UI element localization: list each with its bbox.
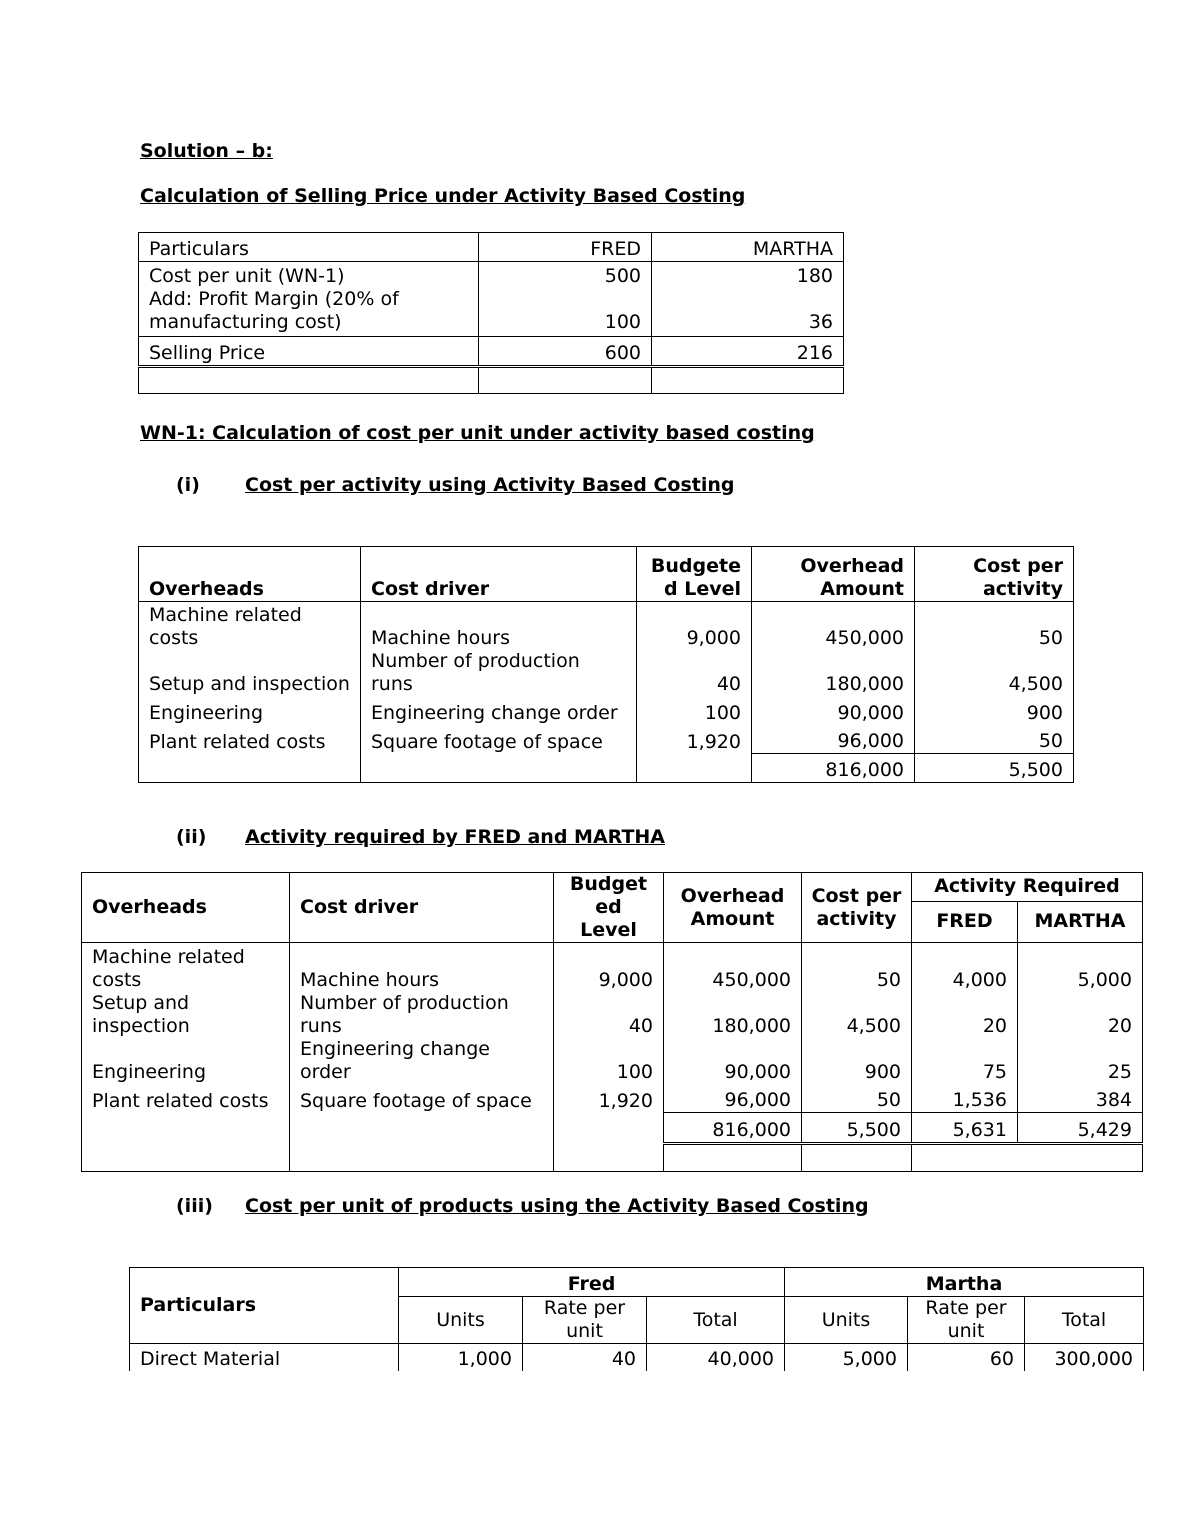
driver-cell: Engineering change order bbox=[361, 696, 637, 725]
table-row bbox=[82, 992, 1143, 1038]
total-fred-activity: 5,631 bbox=[912, 1113, 1018, 1144]
cost-per-activity-table bbox=[138, 546, 1074, 783]
amount-cell: 450,000 bbox=[752, 602, 915, 650]
header-fred-total: Total bbox=[647, 1297, 785, 1344]
table-row bbox=[139, 754, 1074, 783]
driver-cell: Engineering change order bbox=[290, 1038, 554, 1084]
rate-cell: 4,500 bbox=[915, 650, 1074, 696]
martha-profit: 36 bbox=[808, 311, 833, 333]
particulars-cell: Direct Material bbox=[130, 1344, 399, 1371]
rate-cell: 50 bbox=[802, 943, 912, 992]
header-budgeted-level: Budget ed Level bbox=[554, 873, 664, 943]
driver-cell: Machine hours bbox=[290, 943, 554, 992]
overhead-cell: Engineering bbox=[82, 1038, 290, 1084]
cost-profit-labels bbox=[139, 262, 479, 337]
header-fred-rate: Rate per unit bbox=[523, 1297, 647, 1344]
fred-activity-cell: 20 bbox=[912, 992, 1018, 1038]
table-row bbox=[82, 1084, 1143, 1113]
header-martha: MARTHA bbox=[1018, 901, 1143, 942]
header-martha-total: Total bbox=[1025, 1297, 1144, 1344]
driver-cell: Machine hours bbox=[361, 602, 637, 650]
overhead-cell: Engineering bbox=[139, 696, 361, 725]
fred-profit: 100 bbox=[604, 311, 641, 333]
header-fred: FRED bbox=[912, 901, 1018, 942]
header-martha-units: Units bbox=[785, 1297, 908, 1344]
header-particulars: Particulars bbox=[139, 233, 479, 262]
overhead-cell: Machine related costs bbox=[139, 602, 361, 650]
rate-cell: 900 bbox=[802, 1038, 912, 1084]
amount-cell: 96,000 bbox=[752, 725, 915, 754]
martha-activity-cell: 5,000 bbox=[1018, 943, 1143, 992]
header-particulars: Particulars bbox=[130, 1268, 399, 1344]
table-row bbox=[82, 943, 1143, 992]
budget-cell: 1,920 bbox=[637, 725, 752, 754]
budget-cell: 100 bbox=[554, 1038, 664, 1084]
budget-cell: 40 bbox=[637, 650, 752, 696]
martha-cost: 180 bbox=[796, 265, 833, 287]
fred-activity-cell: 1,536 bbox=[912, 1084, 1018, 1113]
rate-cell: 50 bbox=[915, 725, 1074, 754]
header-overheads: Overheads bbox=[139, 547, 361, 602]
amount-cell: 90,000 bbox=[664, 1038, 802, 1084]
cost-label: Cost per unit (WN-1) bbox=[149, 265, 345, 287]
budget-cell: 1,920 bbox=[554, 1084, 664, 1113]
fred-activity-cell: 75 bbox=[912, 1038, 1018, 1084]
fred-units-cell: 1,000 bbox=[399, 1344, 523, 1371]
driver-cell: Number of production runs bbox=[361, 650, 637, 696]
header-overhead-amount: Overhead Amount bbox=[664, 873, 802, 943]
header-martha: MARTHA bbox=[652, 233, 844, 262]
header-cost-per-activity: Cost per activity bbox=[915, 547, 1074, 602]
section-i-number: (i) bbox=[176, 474, 200, 496]
amount-cell: 90,000 bbox=[752, 696, 915, 725]
overhead-cell: Plant related costs bbox=[82, 1084, 290, 1113]
table-row bbox=[82, 873, 1143, 902]
total-overhead-amount: 816,000 bbox=[752, 754, 915, 783]
total-martha-activity: 5,429 bbox=[1018, 1113, 1143, 1144]
fred-rate-cell: 40 bbox=[523, 1344, 647, 1371]
overhead-cell: Setup and inspection bbox=[139, 650, 361, 696]
header-activity-required: Activity Required bbox=[912, 873, 1143, 902]
section-i-title: Cost per activity using Activity Based Costing bbox=[245, 474, 735, 496]
martha-activity-cell: 25 bbox=[1018, 1038, 1143, 1084]
total-cost-per-activity: 5,500 bbox=[802, 1113, 912, 1144]
section-ii-number: (ii) bbox=[176, 826, 207, 848]
activity-required-table bbox=[81, 872, 1143, 1172]
header-cost-driver: Cost driver bbox=[290, 873, 554, 943]
rate-cell: 50 bbox=[802, 1084, 912, 1113]
fred-cost: 500 bbox=[604, 265, 641, 287]
fred-total-cell: 40,000 bbox=[647, 1344, 785, 1371]
header-martha-group: Martha bbox=[785, 1268, 1144, 1297]
table-row bbox=[82, 1113, 1143, 1144]
overhead-cell: Machine related costs bbox=[82, 943, 290, 992]
rate-cell: 900 bbox=[915, 696, 1074, 725]
budget-cell: 9,000 bbox=[554, 943, 664, 992]
header-fred-group: Fred bbox=[399, 1268, 785, 1297]
martha-units-cell: 5,000 bbox=[785, 1344, 908, 1371]
martha-rate-cell: 60 bbox=[908, 1344, 1025, 1371]
header-cost-driver: Cost driver bbox=[361, 547, 637, 602]
amount-cell: 450,000 bbox=[664, 943, 802, 992]
budget-cell: 40 bbox=[554, 992, 664, 1038]
table-row bbox=[139, 233, 844, 262]
header-overhead-amount: Overhead Amount bbox=[752, 547, 915, 602]
martha-activity-cell: 20 bbox=[1018, 992, 1143, 1038]
profit-label: Add: Profit Margin (20% of manufacturing cost) bbox=[149, 288, 399, 333]
overhead-cell: Setup and inspection bbox=[82, 992, 290, 1038]
amount-cell: 96,000 bbox=[664, 1084, 802, 1113]
rate-cell: 4,500 bbox=[802, 992, 912, 1038]
table-row bbox=[139, 547, 1074, 602]
table-row bbox=[139, 725, 1074, 754]
fred-activity-cell: 4,000 bbox=[912, 943, 1018, 992]
table-row bbox=[130, 1268, 1144, 1297]
selling-price-table bbox=[138, 232, 844, 394]
header-cost-per-activity: Cost per activity bbox=[802, 873, 912, 943]
driver-cell: Number of production runs bbox=[290, 992, 554, 1038]
header-fred: FRED bbox=[479, 233, 652, 262]
budget-cell: 9,000 bbox=[637, 602, 752, 650]
header-overheads: Overheads bbox=[82, 873, 290, 943]
driver-cell: Square footage of space bbox=[361, 725, 637, 754]
rate-cell: 50 bbox=[915, 602, 1074, 650]
section-iii-number: (iii) bbox=[176, 1195, 213, 1217]
total-cost-per-activity: 5,500 bbox=[915, 754, 1074, 783]
martha-values bbox=[652, 262, 844, 337]
table-row bbox=[82, 1038, 1143, 1084]
wn1-heading: WN-1: Calculation of cost per unit under activity based costing bbox=[140, 422, 815, 444]
solution-heading: Solution – b: bbox=[140, 140, 273, 162]
amount-cell: 180,000 bbox=[664, 992, 802, 1038]
fred-selling-price: 600 bbox=[479, 337, 652, 367]
martha-selling-price: 216 bbox=[652, 337, 844, 367]
martha-activity-cell: 384 bbox=[1018, 1084, 1143, 1113]
selling-price-heading: Calculation of Selling Price under Activity Based Costing bbox=[140, 185, 746, 207]
overhead-cell: Plant related costs bbox=[139, 725, 361, 754]
header-fred-units: Units bbox=[399, 1297, 523, 1344]
cost-per-unit-table bbox=[129, 1267, 1144, 1371]
martha-total-cell: 300,000 bbox=[1025, 1344, 1144, 1371]
selling-price-label: Selling Price bbox=[139, 337, 479, 367]
table-row bbox=[139, 262, 844, 337]
table-row bbox=[139, 367, 844, 394]
header-budgeted-level: Budgeted Level bbox=[637, 547, 752, 602]
table-row bbox=[130, 1344, 1144, 1371]
table-row bbox=[139, 696, 1074, 725]
amount-cell: 180,000 bbox=[752, 650, 915, 696]
section-ii-title: Activity required by FRED and MARTHA bbox=[245, 826, 666, 848]
total-overhead-amount: 816,000 bbox=[664, 1113, 802, 1144]
section-iii-title: Cost per unit of products using the Activity Based Costing bbox=[245, 1195, 869, 1217]
budget-cell: 100 bbox=[637, 696, 752, 725]
table-row bbox=[139, 602, 1074, 650]
fred-values bbox=[479, 262, 652, 337]
header-martha-rate: Rate per unit bbox=[908, 1297, 1025, 1344]
driver-cell: Square footage of space bbox=[290, 1084, 554, 1113]
table-row bbox=[139, 650, 1074, 696]
table-row bbox=[139, 337, 844, 367]
